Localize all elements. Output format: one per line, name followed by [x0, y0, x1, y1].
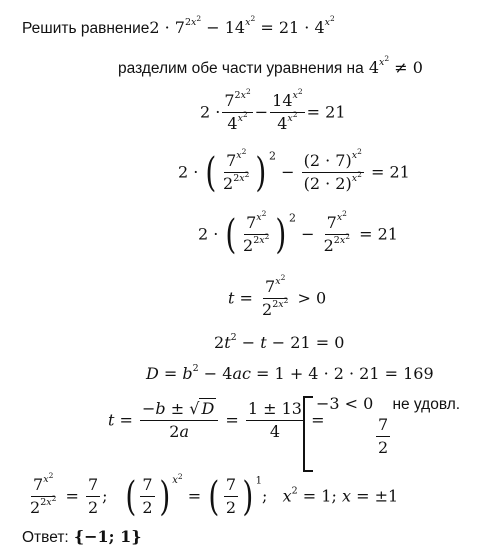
roots-bracket	[303, 396, 313, 472]
divide-step-text: разделим обе части уравнения на	[118, 60, 364, 77]
answer	[22, 527, 142, 547]
divide-step-expr: $4^{x^2} \ne 0$	[368, 54, 423, 77]
quadratic-equation: $2t^2 - t - 21 = 0$	[214, 332, 345, 352]
problem-equation: $2 \cdot 7^{2x^2} - 14^{x^2} = 21 \cdot 4^{x^2}$	[149, 14, 335, 37]
divide-step	[118, 54, 423, 78]
answer-label: Ответ:	[22, 529, 69, 546]
equation-1: 2 · $\frac{7^{2x^2}}{4^{x^2}}$ − $\frac{14^{x^2}}{4^{x^2}}$ = 21	[200, 87, 346, 134]
final-step: $\frac{7^{x^2}}{2^{2x^2}}$ = $\frac{7}{2}$ ; ( $\frac{7}{2}$ ) $^{x^2}$ = ( $\frac{7}{2}$ ) $^1$; $x^2 = 1$; x = ±1	[30, 471, 399, 520]
root-1: −3 < 0 не удовл.	[316, 394, 461, 413]
root-1-note: не удовл.	[392, 396, 461, 413]
root-2: $\frac{7}{2}$	[378, 415, 389, 458]
equation-3: 2 · ( $\frac{7^{x^2}}{2^{2x^2}}$ ) $^2$ − $\frac{7^{x^2}}{2^{2x^2}}$ = 21	[198, 209, 398, 258]
discriminant: $D = b^2 - 4ac = 1 + 4 \cdot 2 \cdot 21 = 169$	[146, 363, 434, 383]
problem-statement	[22, 14, 335, 38]
substitution: t = $\frac{7^{x^2}}{2^{2x^2}}$ > 0	[228, 273, 327, 320]
problem-label: Решить равнение	[22, 20, 150, 37]
answer-value: {−1; 1}	[73, 527, 142, 546]
equation-2: 2 · ( $\frac{7^{x^2}}{2^{2x^2}}$ ) $^2$ − $\frac{(2 \cdot 7)^{x^2}}{(2 \cdot 2)^{x^2}}$ = 21	[178, 147, 410, 196]
roots-formula: t = $\frac{-b \pm √ D}{2a}$ = $\frac{1 \pm 13}{4}$ =	[108, 399, 325, 442]
